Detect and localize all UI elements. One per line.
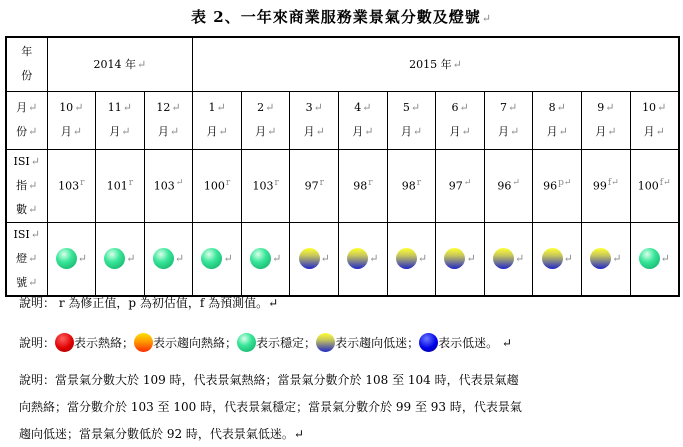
isi-score-cell: 98$^r$: [387, 149, 436, 222]
month-cell: 10↵ 月↵: [47, 91, 96, 149]
isi-light-cell: ↵: [193, 222, 242, 296]
year-row: [6, 37, 679, 91]
trend-hot-legend-icon: [134, 333, 153, 352]
isi-score-cell: 101$^r$: [96, 149, 145, 222]
isi-light-cell: ↵: [96, 222, 145, 296]
note-light-legend: [19, 333, 512, 352]
month-cell: 4↵ 月↵: [339, 91, 388, 149]
isi-score-cell: 97$^r$: [290, 149, 339, 222]
month-label-cell: 月↵ 份↵: [6, 91, 47, 149]
year-label-cell: 年 份: [6, 37, 47, 91]
month-cell: 10↵ 月↵: [630, 91, 679, 149]
trend-low-light-icon: [493, 248, 514, 269]
light-label-cell: ISI↵ 燈↵ 號↵: [6, 222, 47, 296]
month-cell: 9↵ 月↵: [582, 91, 631, 149]
isi-light-cell: ↵: [436, 222, 485, 296]
legend-text: 表示穩定；: [256, 336, 317, 350]
legend-prefix: 說明：: [19, 336, 56, 350]
month-cell: 1↵ 月↵: [193, 91, 242, 149]
month-cell: 12↵ 月↵: [144, 91, 193, 149]
note-score-range-line2: 向熱絡；當分數介於 103 至 100 時，代表景氣穩定；當景氣分數介於 99 至 93 時，代表景氣: [19, 400, 522, 414]
month-row: [6, 91, 679, 149]
isi-light-cell: ↵: [144, 222, 193, 296]
legend-text: 表示趨向熱絡；: [153, 336, 238, 350]
trend-low-light-icon: [396, 248, 417, 269]
legend-text: 表示趨向低迷；: [335, 336, 420, 350]
isi-light-cell: ↵: [582, 222, 631, 296]
isi-score-cell: 103$^r$: [47, 149, 96, 222]
month-cell: 2↵ 月↵: [241, 91, 290, 149]
page-title: 表 2、一年來商業服務業景氣分數及燈號↵: [191, 8, 492, 26]
isi-score-cell: 98$^r$: [339, 149, 388, 222]
month-cell: 11↵ 月↵: [96, 91, 145, 149]
month-cell: 8↵ 月↵: [533, 91, 582, 149]
hot-legend-icon: [55, 333, 74, 352]
trend-low-light-icon: [590, 248, 611, 269]
trend-low-legend-icon: [316, 333, 335, 352]
isi-score-cell: $100^{f↵}$: [630, 149, 679, 222]
note-score-range-line3: 趨向低迷；當景氣分數低於 92 時，代表景氣低迷。↵: [19, 427, 304, 441]
stable-light-icon: [201, 248, 222, 269]
isi-light-cell: ↵: [241, 222, 290, 296]
trend-low-light-icon: [444, 248, 465, 269]
isi-light-cell: ↵: [47, 222, 96, 296]
trend-low-light-icon: [347, 248, 368, 269]
month-cell: 7↵ 月↵: [484, 91, 533, 149]
isi-light-cell: ↵: [630, 222, 679, 296]
isi-label-cell: ISI↵ 指↵ 數↵: [6, 149, 47, 222]
light-row: [6, 222, 679, 296]
legend-text: 表示熱絡；: [74, 336, 135, 350]
note-score-range-line1: 說明：當景氣分數大於 109 時，代表景氣熱絡；當景氣分數介於 108 至 104 時，代表景氣趨: [19, 373, 519, 387]
stable-light-icon: [104, 248, 125, 269]
stable-light-icon: [56, 248, 77, 269]
isi-score-cell: $99^{f↵}$: [582, 149, 631, 222]
isi-score-cell: 103$^r$: [241, 149, 290, 222]
isi-score-cell: 100$^r$: [193, 149, 242, 222]
isi-score-cell: 97↵: [436, 149, 485, 222]
year-2015-cell: 2015 年↵: [193, 37, 679, 91]
legend-text: 表示低迷。 ↵: [438, 336, 512, 350]
isi-light-cell: ↵: [339, 222, 388, 296]
month-cell: 5↵ 月↵: [387, 91, 436, 149]
stable-legend-icon: [237, 333, 256, 352]
isi-score-cell: $96^{p↵}$: [533, 149, 582, 222]
stable-light-icon: [250, 248, 271, 269]
trend-low-light-icon: [542, 248, 563, 269]
trend-low-light-icon: [299, 248, 320, 269]
isi-light-cell: ↵: [387, 222, 436, 296]
note-revision-legend: 說明： r 為修正值，p 為初估值，f 為預測值。↵: [19, 296, 279, 310]
low-legend-icon: [419, 333, 438, 352]
isi-light-cell: ↵: [290, 222, 339, 296]
month-cell: 6↵ 月↵: [436, 91, 485, 149]
isi-light-cell: ↵: [533, 222, 582, 296]
isi-table: [5, 36, 680, 297]
score-row: [6, 149, 679, 222]
isi-score-cell: 103↵: [144, 149, 193, 222]
year-2014-cell: 2014 年↵: [47, 37, 193, 91]
stable-light-icon: [639, 248, 660, 269]
stable-light-icon: [153, 248, 174, 269]
isi-score-cell: 96↵: [484, 149, 533, 222]
isi-light-cell: ↵: [484, 222, 533, 296]
month-cell: 3↵ 月↵: [290, 91, 339, 149]
